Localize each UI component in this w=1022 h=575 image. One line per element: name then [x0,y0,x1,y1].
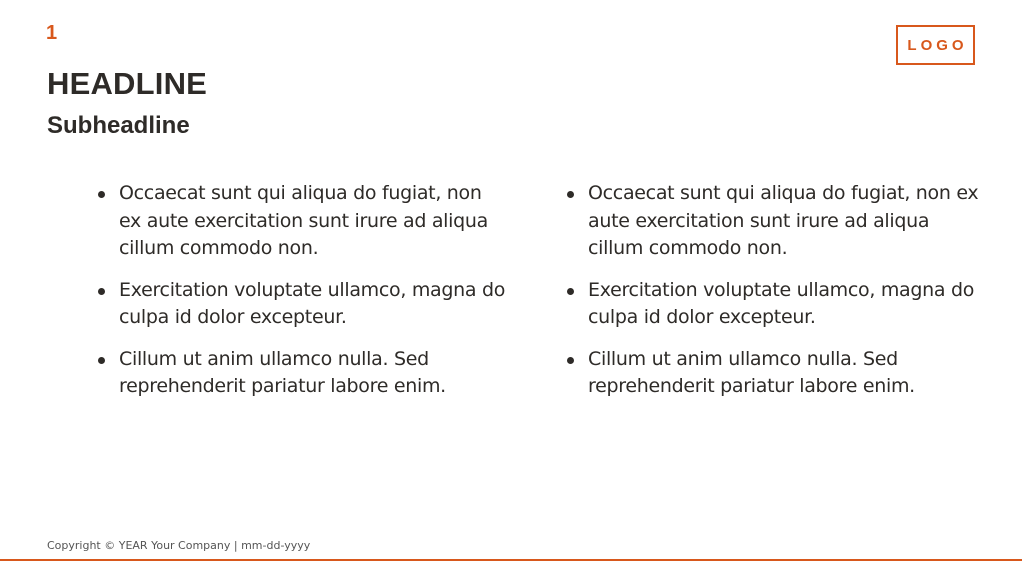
list-item-text: Exercitation voluptate ullamco, magna do culpa id dolor excepteur. [588,278,975,328]
footer-copyright: Copyright © YEAR Your Company | mm-dd-yyyy [47,539,311,552]
list-item-text: Occaecat sunt qui aliqua do fugiat, non ex aute exercitation sunt irure ad aliqua cillum commodo non. [588,182,979,259]
bullet-icon [98,357,105,364]
page-subtitle: Subheadline [47,112,190,139]
list-item [96,277,506,332]
bullet-icon [567,191,574,198]
bullet-icon [98,288,105,295]
list-item [565,180,985,263]
logo-text: LOGO [907,36,968,54]
page-title: HEADLINE [47,66,208,101]
list-item-text: Occaecat sunt qui aliqua do fugiat, non ex aute exercitation sunt irure ad aliqua cillum commodo non. [119,182,488,259]
list-item [96,346,506,401]
list-item-text: Cillum ut anim ullamco nulla. Sed reprehenderit pariatur labore enim. [119,347,446,397]
bullet-icon [567,288,574,295]
bullet-icon [567,357,574,364]
slide-number: 1 [46,22,58,44]
bullet-icon [98,191,105,198]
footer-divider [0,559,1022,561]
list-item-text: Cillum ut anim ullamco nulla. Sed reprehenderit pariatur labore enim. [588,347,915,397]
logo [896,25,975,65]
bullet-list-right [565,180,985,415]
list-item [565,346,985,401]
list-item [565,277,985,332]
list-item-text: Exercitation voluptate ullamco, magna do culpa id dolor excepteur. [119,278,506,328]
list-item [96,180,506,263]
bullet-list-left [96,180,506,415]
